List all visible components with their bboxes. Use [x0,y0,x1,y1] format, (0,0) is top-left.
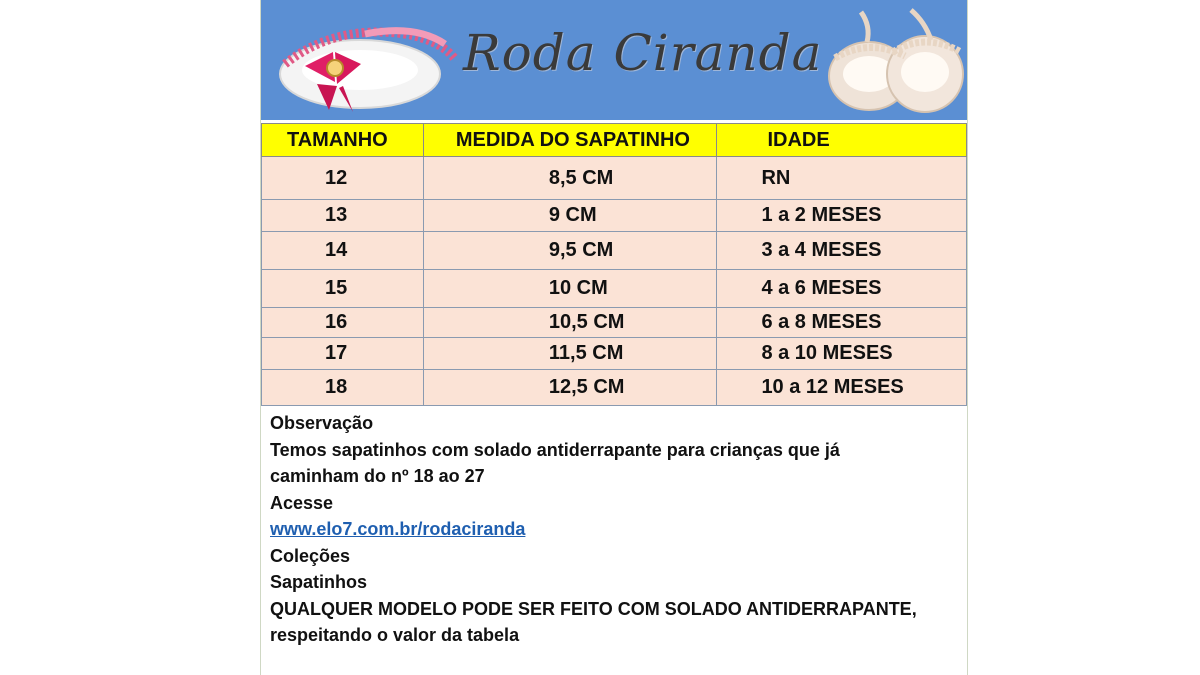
size-table [261,123,967,406]
notes-line: Temos sapatinhos com solado antiderrapante para crianças que já [270,439,840,460]
measure-cell: 10,5 CM [423,308,717,338]
measure-cell: 10 CM [423,270,717,308]
size-cell: 14 [262,232,424,270]
table-header-row [262,124,967,157]
table-row [262,232,967,270]
notes-line: QUALQUER MODELO PODE SER FEITO COM SOLADO ANTIDERRAPANTE, [270,598,917,619]
notes-section [270,410,960,649]
size-chart-sheet [260,0,968,675]
pearl-shoes-image [821,2,967,118]
collection-name: Sapatinhos [270,572,368,592]
measure-cell: 8,5 CM [423,157,717,200]
table-row [262,157,967,200]
size-cell: 16 [262,308,424,338]
table-row [262,200,967,232]
table-row [262,370,967,406]
header-measure: MEDIDA DO SAPATINHO [423,124,717,157]
size-cell: 13 [262,200,424,232]
brand-banner [261,0,967,120]
age-cell: 1 a 2 MESES [717,200,967,232]
age-cell: 10 a 12 MESES [717,370,967,406]
header-age: IDADE [717,124,967,157]
access-label: Acesse [270,492,334,513]
header-size: TAMANHO [262,124,424,157]
size-cell: 18 [262,370,424,406]
age-cell: RN [717,157,967,200]
notes-line: caminham do nº 18 ao 27 [270,466,485,486]
notes-heading: Observação [270,413,374,433]
table-row [262,270,967,308]
age-cell: 4 a 6 MESES [717,270,967,308]
measure-cell: 12,5 CM [423,370,717,406]
table-row [262,338,967,370]
store-link[interactable]: www.elo7.com.br/rodaciranda [270,519,526,539]
measure-cell: 9 CM [423,200,717,232]
store-link-row [270,516,960,543]
measure-cell: 9,5 CM [423,232,717,270]
age-cell: 3 a 4 MESES [717,232,967,270]
notes-line: respeitando o valor da tabela [270,625,520,645]
size-cell: 15 [262,270,424,308]
brand-logo: Roda Ciranda [463,24,823,82]
table-row [262,308,967,338]
size-cell: 12 [262,157,424,200]
pink-bow-shoe-image [265,4,465,119]
size-cell: 17 [262,338,424,370]
measure-cell: 11,5 CM [423,338,717,370]
collections-label: Coleções [270,545,351,566]
age-cell: 6 a 8 MESES [717,308,967,338]
age-cell: 8 a 10 MESES [717,338,967,370]
